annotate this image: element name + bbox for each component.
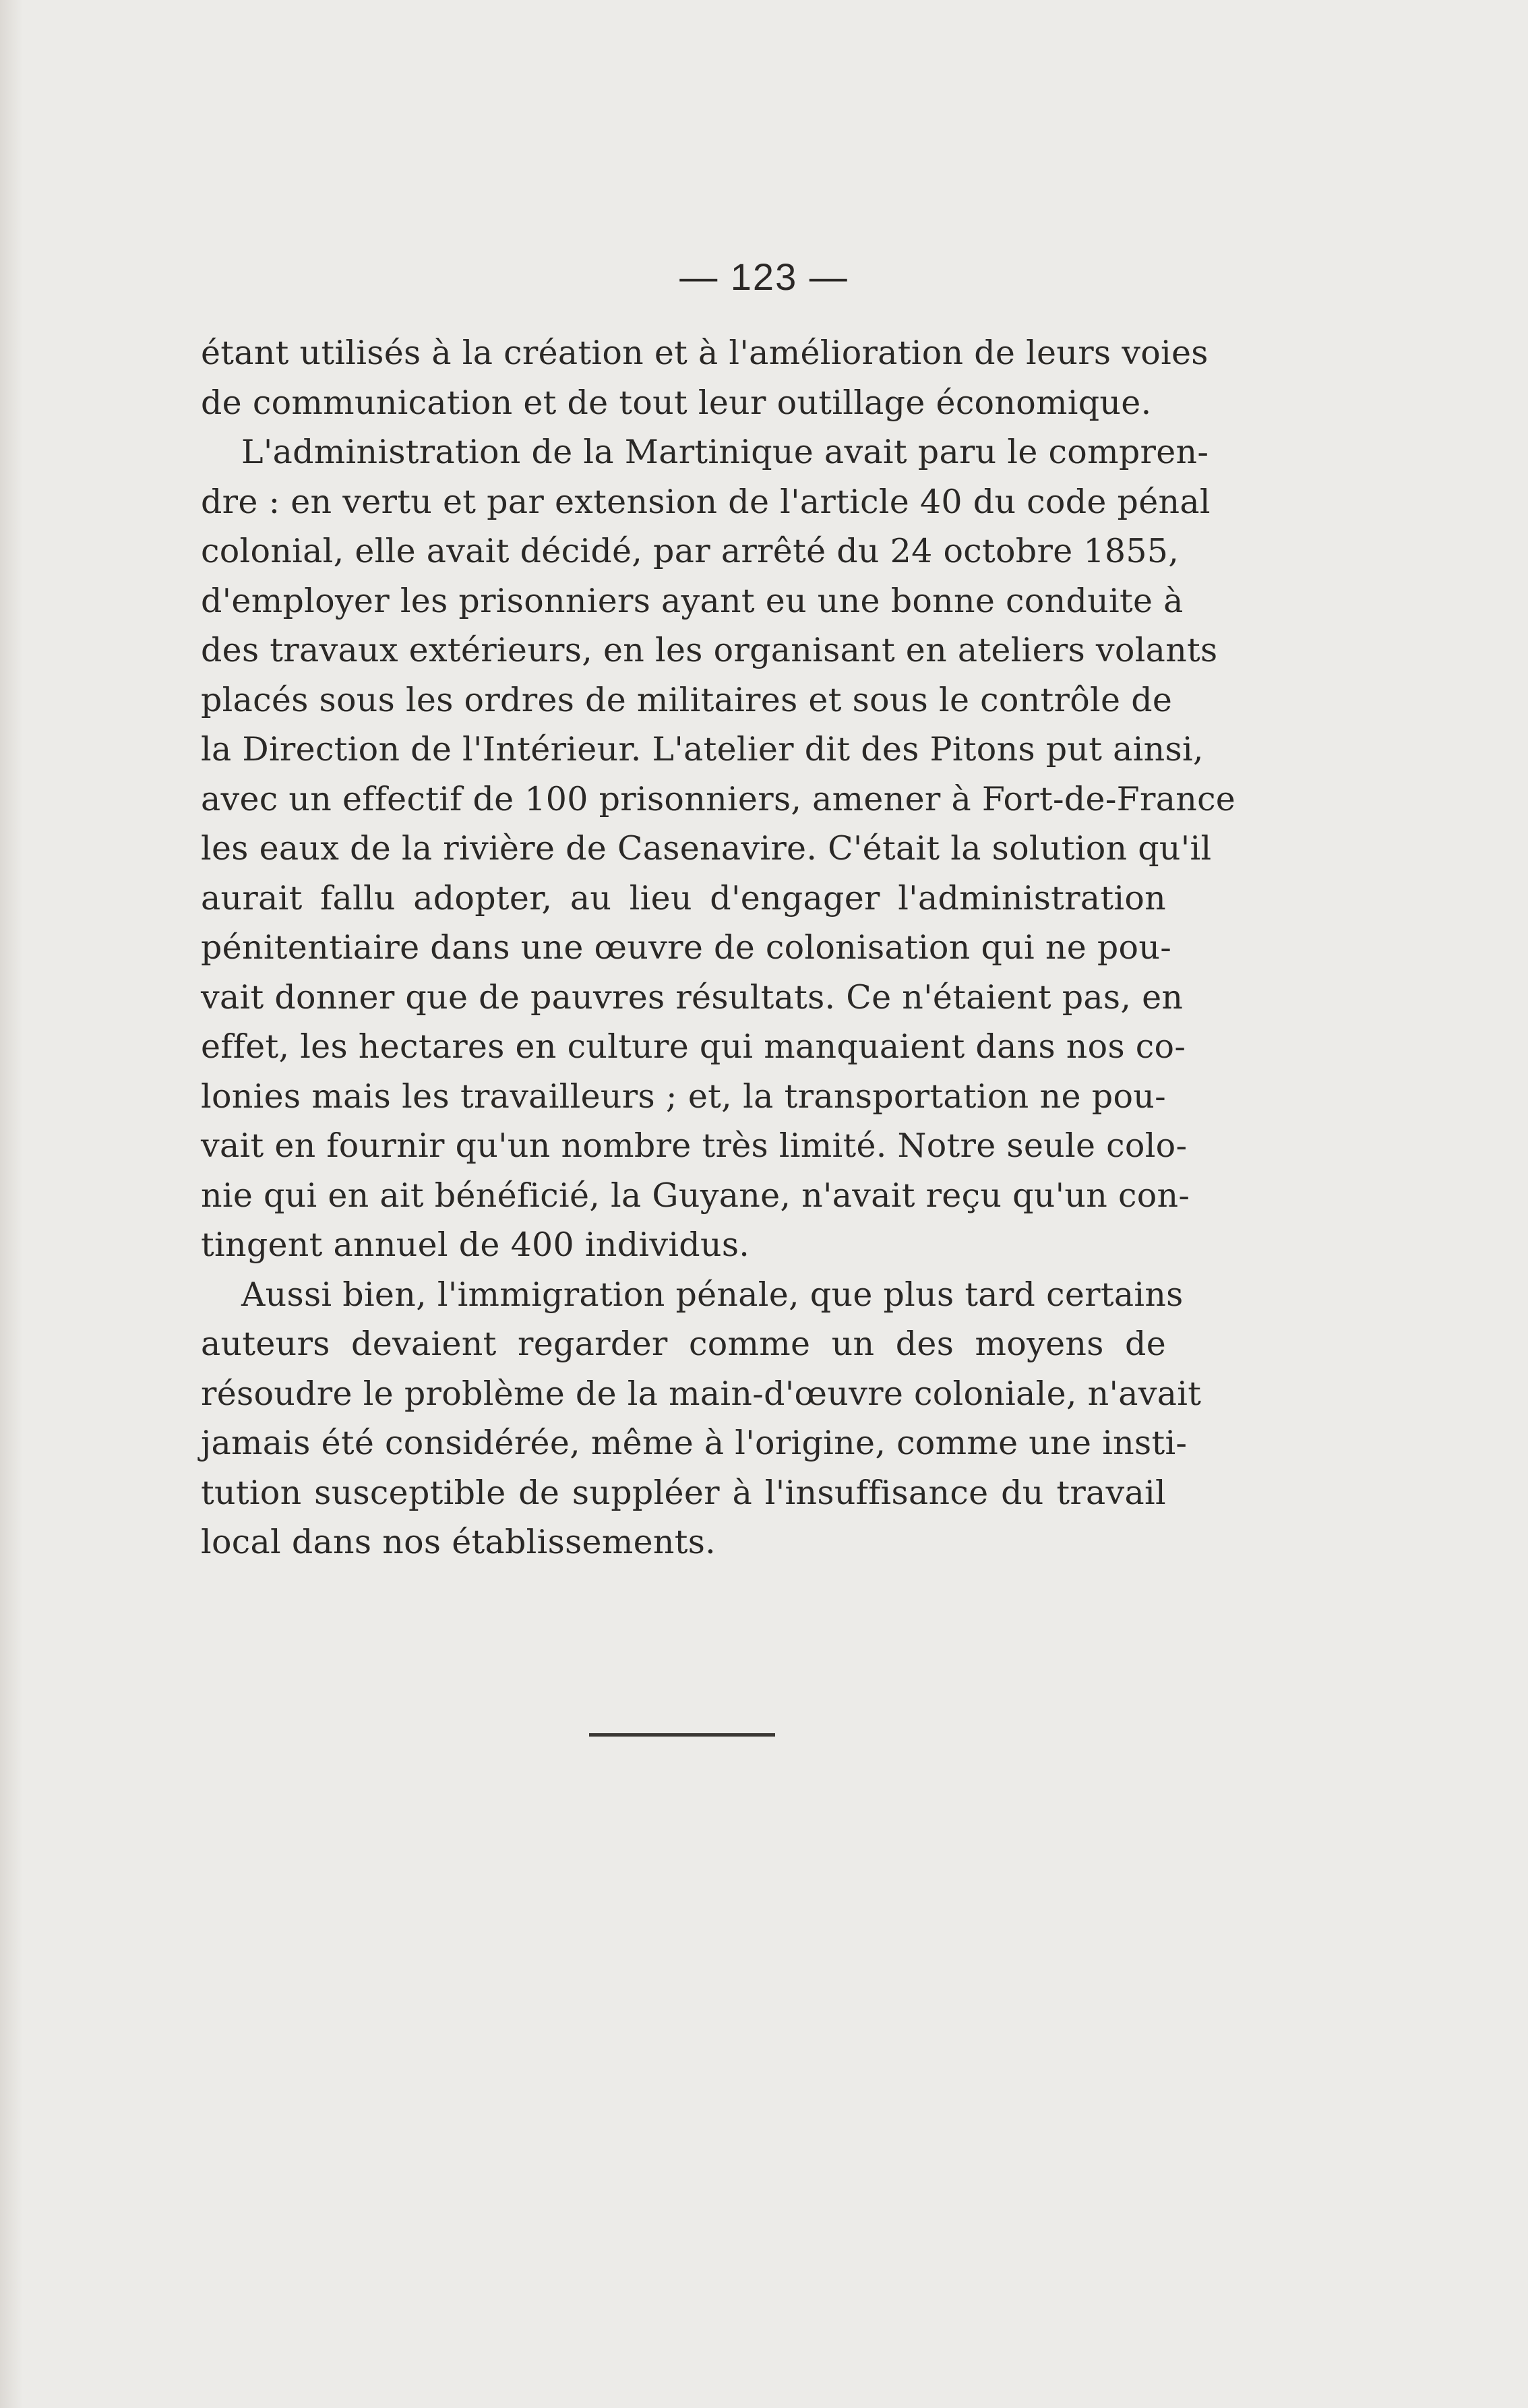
page-edge-shadow [0, 0, 23, 2408]
text-line: pénitentiaire dans une œuvre de colonisation qui ne pou- [201, 928, 1172, 967]
text-line: avec un effectif de 100 prisonniers, amener à Fort-de-France [201, 779, 1236, 818]
text-line: colonial, elle avait décidé, par arrêté du 24 octobre 1855, [201, 532, 1180, 570]
body-text [201, 328, 1236, 1567]
text-line: vait en fournir qu'un nombre très limité. Notre seule colo- [201, 1126, 1188, 1165]
text-line: local dans nos établissements. [201, 1523, 716, 1561]
text-line: aurait fallu adopter, au lieu d'engager l'administration [201, 878, 1166, 917]
text-line: tingent annuel de 400 individus. [201, 1226, 750, 1264]
text-line: des travaux extérieurs, en les organisant en ateliers volants [201, 631, 1218, 669]
text-line: étant utilisés à la création et à l'amélioration de leurs voies [201, 334, 1209, 372]
text-line: auteurs devaient regarder comme un des moyens de [201, 1325, 1166, 1363]
text-line: effet, les hectares en culture qui manquaient dans nos co- [201, 1027, 1186, 1066]
text-line: jamais été considérée, même à l'origine, comme une insti- [201, 1424, 1188, 1462]
text-line: L'administration de la Martinique avait paru le compren- [241, 433, 1209, 471]
section-end-rule [589, 1733, 775, 1737]
text-line: résoudre le problème de la main-d'œuvre coloniale, n'avait [201, 1374, 1202, 1413]
text-line: dre : en vertu et par extension de l'article 40 du code pénal [201, 482, 1211, 521]
text-line: d'employer les prisonniers ayant eu une bonne conduite à [201, 581, 1184, 620]
text-line: placés sous les ordres de militaires et sous le contrôle de [201, 680, 1173, 719]
text-line: la Direction de l'Intérieur. L'atelier dit des Pitons put ainsi, [201, 730, 1204, 769]
text-line: vait donner que de pauvres résultats. Ce n'étaient pas, en [201, 977, 1184, 1017]
page-number: — 123 — [679, 255, 849, 298]
text-line: les eaux de la rivière de Casenavire. C'était la solution qu'il [201, 829, 1212, 868]
text-line: nie qui en ait bénéficié, la Guyane, n'avait reçu qu'un con- [201, 1176, 1190, 1215]
text-line: tution susceptible de suppléer à l'insuffisance du travail [201, 1473, 1166, 1512]
text-line: Aussi bien, l'immigration pénale, que plus tard certains [241, 1275, 1184, 1314]
text-line: lonies mais les travailleurs ; et, la transportation ne pou- [201, 1077, 1166, 1116]
text-line: de communication et de tout leur outillage économique. [201, 383, 1152, 422]
